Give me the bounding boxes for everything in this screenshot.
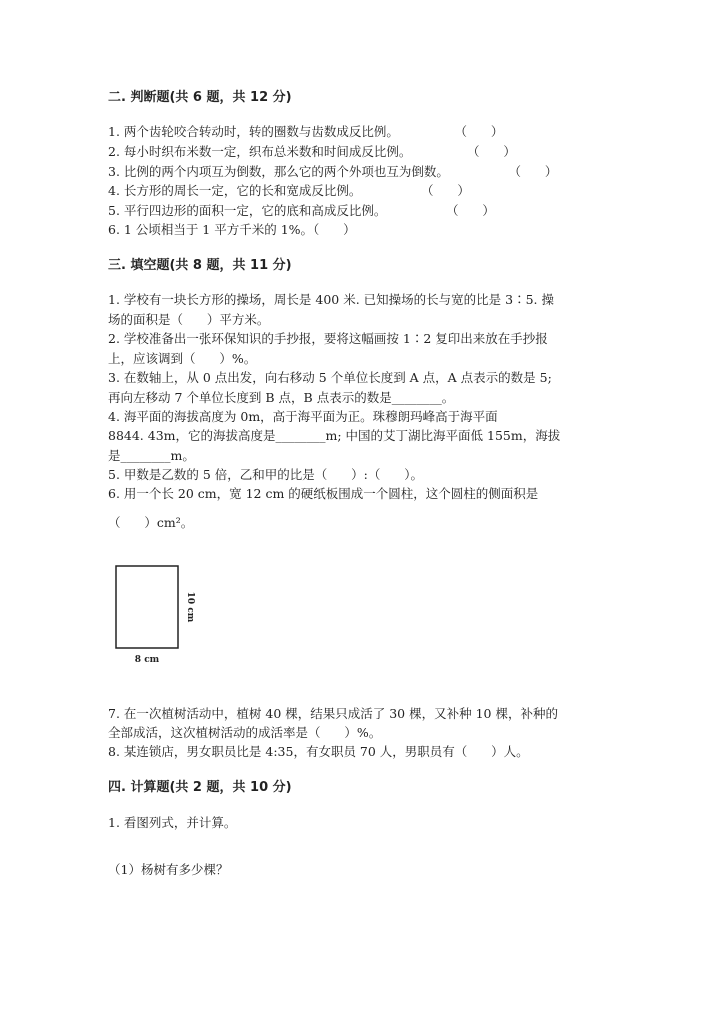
fill-question-4-line-1: 4. 海平面的海拔高度为 0m，高于海平面为正。珠穆朗玛峰高于海平面 xyxy=(108,409,498,424)
fill-question-5: 5. 甲数是乙数的 5 倍，乙和甲的比是（ ）:（ ）。 xyxy=(108,467,423,482)
fill-question-2-line-2: 上，应该调到（ ）%。 xyxy=(108,351,257,366)
fill-question-3-line-1: 3. 在数轴上，从 0 点出发，向右移动 5 个单位长度到 A 点，A 点表示的数是 5; xyxy=(108,370,552,385)
width-label: 8 cm xyxy=(134,655,160,665)
fill-question-7-line-1: 7. 在一次植树活动中，植树 40 棵，结果只成活了 30 棵，又补种 10 棵，补种的 xyxy=(108,706,558,721)
calc-question-1-sub-1: （1）杨树有多少棵？ xyxy=(108,862,229,877)
judgment-question-4: 4. 长方形的周长一定，它的长和宽成反比例。 （ ） xyxy=(108,183,470,198)
judgment-question-5: 5. 平行四边形的面积一定，它的底和高成反比例。 （ ） xyxy=(108,203,495,218)
calc-question-1: 1. 看图列式，并计算。 xyxy=(108,815,237,830)
section-heading-calculation: 四. 计算题(共 2 题，共 10 分) xyxy=(108,780,292,795)
fill-question-2-line-1: 2. 学校准备出一张环保知识的手抄报，要将这幅画按 1∶2 复印出来放在手抄报 xyxy=(108,331,548,346)
fill-question-1-line-1: 1. 学校有一块长方形的操场，周长是 400 米. 已知操场的长与宽的比是 3∶5. 操 xyxy=(108,292,554,307)
section-heading-judgment: 二. 判断题(共 6 题，共 12 分) xyxy=(108,90,292,105)
judgment-question-3: 3. 比例的两个内项互为倒数，那么它的两个外项也互为倒数。 （ ） xyxy=(108,164,558,179)
judgment-question-1: 1. 两个齿轮咬合转动时，转的圈数与齿数成反比例。 （ ） xyxy=(108,124,504,139)
fill-question-8: 8. 某连锁店，男女职员比是 4:35，有女职员 70 人，男职员有（ ）人。 xyxy=(108,744,529,759)
fill-question-3-line-2: 再向左移动 7 个单位长度到 B 点，B 点表示的数是________。 xyxy=(108,390,455,405)
fill-question-1-line-2: 场的面积是（ ）平方米。 xyxy=(108,312,270,327)
height-label: 10 cm xyxy=(185,591,195,623)
fill-question-6-line-1: 6. 用一个长 20 cm，宽 12 cm 的硬纸板围成一个圆柱，这个圆柱的侧面积是 xyxy=(108,486,539,501)
rectangle-diagram xyxy=(104,558,204,670)
judgment-question-6: 6. 1 公顷相当于 1 平方千米的 1%。（ ） xyxy=(108,222,356,237)
fill-question-7-line-2: 全部成活，这次植树活动的成活率是（ ）%。 xyxy=(108,725,382,740)
rectangle-shape xyxy=(116,566,178,648)
fill-question-4-line-3: 是________m。 xyxy=(108,448,195,463)
section-heading-fill-blank: 三. 填空题(共 8 题，共 11 分) xyxy=(108,258,292,273)
fill-question-6-line-2: （ ）cm²。 xyxy=(108,515,194,530)
rectangle-figure xyxy=(104,558,204,670)
fill-question-4-line-2: 8844. 43m，它的海拔高度是________m; 中国的艾丁湖比海平面低 155m，海拔 xyxy=(108,428,561,443)
judgment-question-2: 2. 每小时织布米数一定，织布总米数和时间成反比例。 （ ） xyxy=(108,144,516,159)
